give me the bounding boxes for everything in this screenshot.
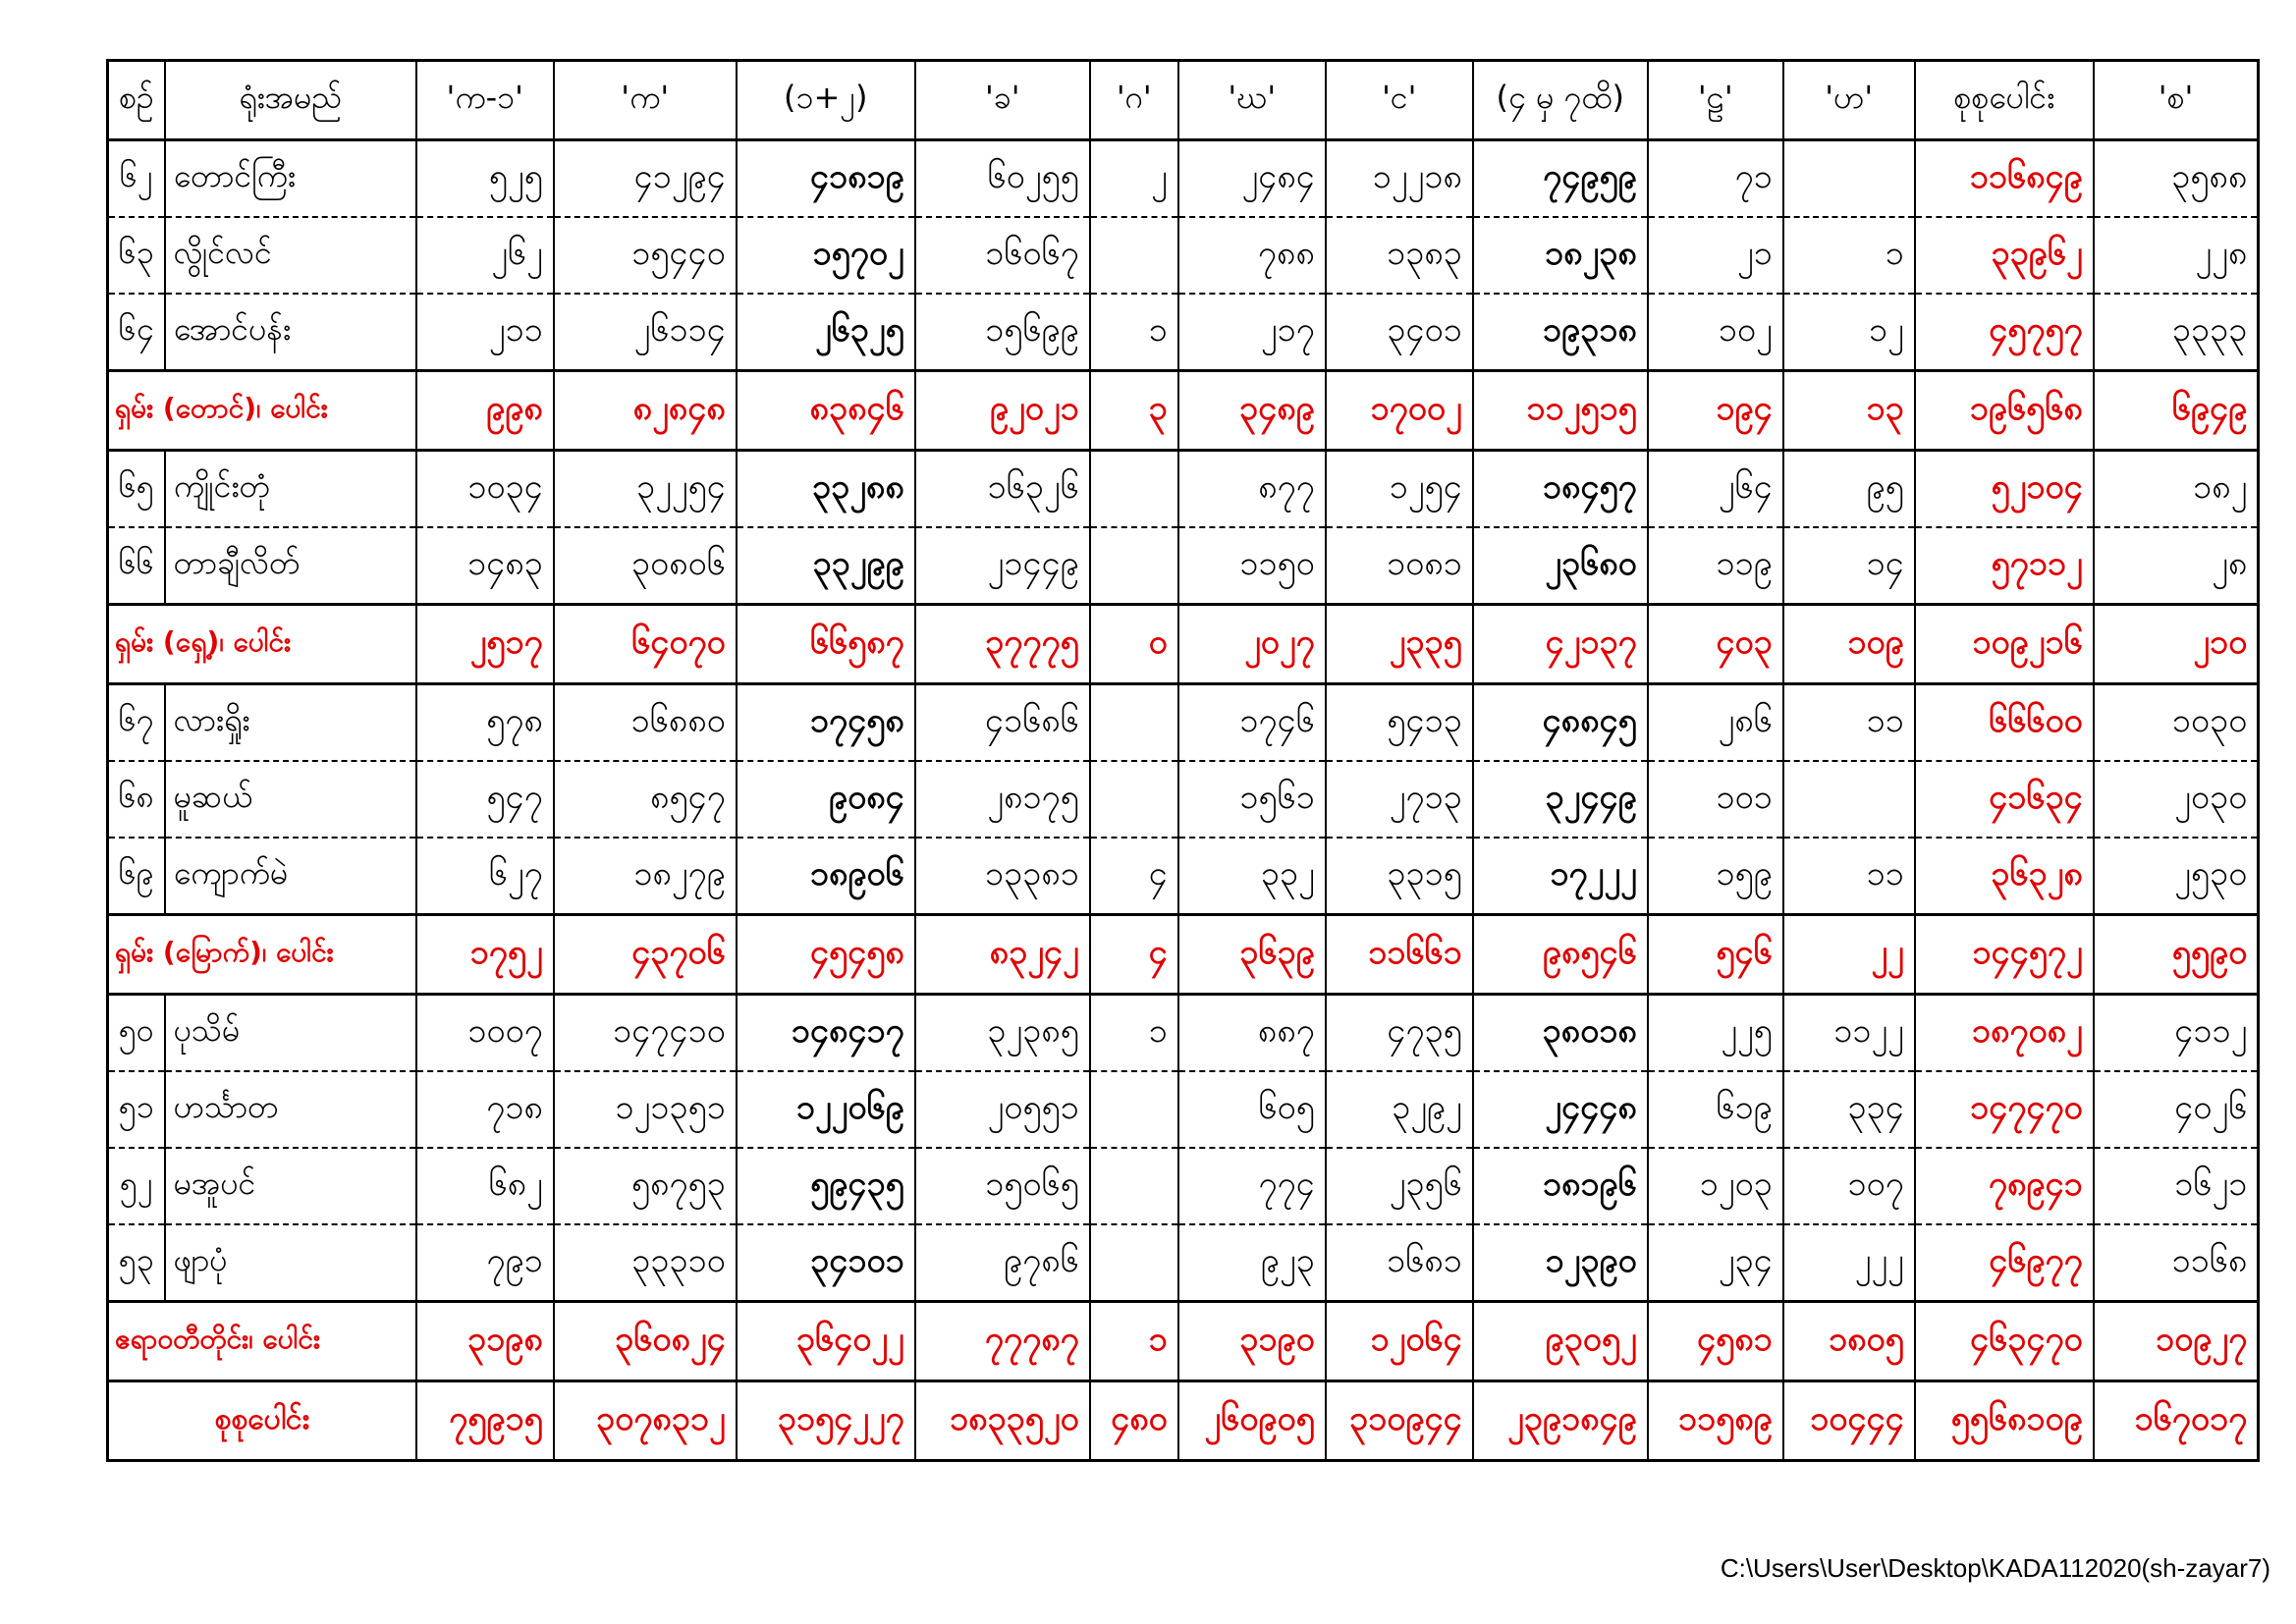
value-cell: ၁၀၃၀: [2094, 684, 2259, 762]
value-cell: ၅၄၇: [416, 761, 554, 838]
value-cell: ၃၄၁၀၁: [737, 1224, 915, 1302]
header-col-ha: 'ဟ': [1783, 61, 1915, 140]
office-name: တောင်ကြီး: [165, 140, 416, 218]
subtotal-value: ၄: [1090, 915, 1178, 995]
subtotal-value: ၄၀၃: [1648, 605, 1783, 684]
subtotal-value: ၄၅၄၅၈: [737, 915, 915, 995]
subtotal-value: ၁၇၀၀၂: [1326, 371, 1473, 451]
subtotal-value: ၄၆၃၄၇၀: [1915, 1302, 2094, 1381]
value-cell: ၄၁၁၂: [2094, 995, 2259, 1072]
subtotal-row: [108, 915, 2259, 995]
header-col-kha: 'ခ': [915, 61, 1090, 140]
value-cell: ၁၂၅၄: [1326, 451, 1473, 528]
value-cell: ၁၂၃၉၀: [1473, 1224, 1648, 1302]
value-cell: [1090, 1224, 1178, 1302]
value-cell: ၄၁၆၃၄: [1915, 761, 2094, 838]
grand-total-value: ၇၅၉၁၅: [416, 1381, 554, 1461]
row-number: ၅၁: [108, 1071, 165, 1148]
value-cell: ၂၄၄၄၈: [1473, 1071, 1648, 1148]
office-name: ကျိုင်းတုံ: [165, 451, 416, 528]
value-cell: ၁၈၇၀၈၂: [1915, 995, 2094, 1072]
subtotal-value: ၂၁၀: [2094, 605, 2259, 684]
value-cell: ၄၈၈၄၅: [1473, 684, 1648, 762]
value-cell: [1783, 761, 1915, 838]
value-cell: ၂၇၁၃: [1326, 761, 1473, 838]
value-cell: ၁၇၄၆: [1178, 684, 1326, 762]
subtotal-value: ၈၂၈၄၈: [554, 371, 737, 451]
value-cell: ၉၇၈၆: [915, 1224, 1090, 1302]
row-number: ၅၀: [108, 995, 165, 1072]
value-cell: ၃၃၃၃: [2094, 294, 2259, 371]
value-cell: ၃၂၄၄၉: [1473, 761, 1648, 838]
value-cell: ၁၁၆၈၄၉: [1915, 140, 2094, 218]
value-cell: ၇၁၈: [416, 1071, 554, 1148]
value-cell: ၁၅၀၆၅: [915, 1148, 1090, 1224]
grand-total-value: ၁၁၅၈၉: [1648, 1381, 1783, 1461]
value-cell: ၃၃၉၆၂: [1915, 217, 2094, 294]
value-cell: ၂၃၄: [1648, 1224, 1783, 1302]
value-cell: ၂၁၇: [1178, 294, 1326, 371]
value-cell: ၁၈၄၅၇: [1473, 451, 1648, 528]
office-name: အောင်ပန်း: [165, 294, 416, 371]
subtotal-value: ၃၆၀၈၂၄: [554, 1302, 737, 1381]
value-cell: ၈၈၇: [1178, 995, 1326, 1072]
value-cell: ၁၆၈၁: [1326, 1224, 1473, 1302]
value-cell: ၃၈၀၁၈: [1473, 995, 1648, 1072]
subtotal-value: ၇၇၇၈၇: [915, 1302, 1090, 1381]
value-cell: ၁၇၂၂၂: [1473, 838, 1648, 915]
value-cell: ၆၁၉: [1648, 1071, 1783, 1148]
value-cell: ၁: [1090, 294, 1178, 371]
value-cell: [1090, 684, 1178, 762]
subtotal-value: ၂၂: [1783, 915, 1915, 995]
value-cell: ၂၀၃၀: [2094, 761, 2259, 838]
subtotal-value: ၃၆၄၀၂၂: [737, 1302, 915, 1381]
value-cell: ၅၉၄၃၅: [737, 1148, 915, 1224]
value-cell: ၂၅၃၀: [2094, 838, 2259, 915]
subtotal-value: ၆၄၀၇၀: [554, 605, 737, 684]
value-cell: ၁၆၀၆၇: [915, 217, 1090, 294]
office-name: ကျောက်မဲ: [165, 838, 416, 915]
value-cell: ၁၁: [1783, 838, 1915, 915]
value-cell: ၇၇၄: [1178, 1148, 1326, 1224]
value-cell: ၃၃၄: [1783, 1071, 1915, 1148]
row-number: ၆၃: [108, 217, 165, 294]
subtotal-value: ၅၅၉၀: [2094, 915, 2259, 995]
value-cell: ၁၁၉: [1648, 527, 1783, 605]
value-cell: [1783, 140, 1915, 218]
table-row: [108, 995, 2259, 1072]
value-cell: ၁၄၇၄၇၀: [1915, 1071, 2094, 1148]
table-row: [108, 684, 2259, 762]
value-cell: ၄၅၇၅၇: [1915, 294, 2094, 371]
value-cell: ၃၃၂: [1178, 838, 1326, 915]
subtotal-value: ၃: [1090, 371, 1178, 451]
header-col-4-7: (၄ မှ ၇ထိ): [1473, 61, 1648, 140]
subtotal-row: [108, 605, 2259, 684]
value-cell: ၅၇၁၁၂: [1915, 527, 2094, 605]
value-cell: ၃၃၁၅: [1326, 838, 1473, 915]
value-cell: ၁၅၆၁: [1178, 761, 1326, 838]
value-cell: ၁၆၃၂၆: [915, 451, 1090, 528]
subtotal-value: ၁၈၀၅: [1783, 1302, 1915, 1381]
table-row: [108, 217, 2259, 294]
value-cell: [1090, 527, 1178, 605]
row-number: ၆၉: [108, 838, 165, 915]
header-row: [108, 61, 2259, 140]
value-cell: [1090, 761, 1178, 838]
header-col-ga: 'ဂ': [1090, 61, 1178, 140]
office-name: လွိုင်လင်: [165, 217, 416, 294]
summary-table: [106, 59, 2260, 1462]
value-cell: ၂၆၄: [1648, 451, 1783, 528]
row-number: ၅၃: [108, 1224, 165, 1302]
value-cell: ၁၀၁: [1648, 761, 1783, 838]
value-cell: ၂၆၃၂၅: [737, 294, 915, 371]
value-cell: ၁၅၇၀၂: [737, 217, 915, 294]
subtotal-value: ၁၀၉: [1783, 605, 1915, 684]
value-cell: ၃၂၂၅၄: [554, 451, 737, 528]
value-cell: ၃၃၂၈၈: [737, 451, 915, 528]
value-cell: ၂: [1090, 140, 1178, 218]
value-cell: ၁၄၈၄၁၇: [737, 995, 915, 1072]
subtotal-value: ၁၀၉၂၁၆: [1915, 605, 2094, 684]
value-cell: ၆၆၆၀၀: [1915, 684, 2094, 762]
subtotal-label: ရှမ်း (မြောက်)၊ ပေါင်း: [108, 915, 416, 995]
subtotal-value: ၁၄၄၅၇၂: [1915, 915, 2094, 995]
value-cell: ၁၀၃၄: [416, 451, 554, 528]
value-cell: ၂၂၅: [1648, 995, 1783, 1072]
grand-total-value: ၃၀၇၈၃၁၂: [554, 1381, 737, 1461]
value-cell: ၆၂၇: [416, 838, 554, 915]
office-name: လားရှိုး: [165, 684, 416, 762]
value-cell: ၂၄၈၄: [1178, 140, 1326, 218]
header-col-total: စုစုပေါင်း: [1915, 61, 2094, 140]
value-cell: ၁၃၈၃: [1326, 217, 1473, 294]
value-cell: ၈၇၇: [1178, 451, 1326, 528]
value-cell: ၁၄: [1783, 527, 1915, 605]
table-row: [108, 294, 2259, 371]
office-name: ဖျာပုံ: [165, 1224, 416, 1302]
value-cell: ၉၅: [1783, 451, 1915, 528]
value-cell: ၄၆၉၇၇: [1915, 1224, 2094, 1302]
value-cell: ၇၉၁: [416, 1224, 554, 1302]
header-no: စဉ်: [108, 61, 165, 140]
value-cell: ၃၅၈၈: [2094, 140, 2259, 218]
table-row: [108, 527, 2259, 605]
value-cell: [1090, 217, 1178, 294]
value-cell: ၁၀၀၇: [416, 995, 554, 1072]
table-row: [108, 838, 2259, 915]
row-number: ၅၂: [108, 1148, 165, 1224]
value-cell: ၉၀၈၄: [737, 761, 915, 838]
value-cell: ၃၄၀၁: [1326, 294, 1473, 371]
subtotal-value: ၉၂၀၂၁: [915, 371, 1090, 451]
subtotal-value: ၂၅၁၇: [416, 605, 554, 684]
value-cell: ၇၁: [1648, 140, 1783, 218]
value-cell: ၅၄၁၃: [1326, 684, 1473, 762]
value-cell: ၄၁၆၈၆: [915, 684, 1090, 762]
value-cell: ၁၅၉: [1648, 838, 1783, 915]
value-cell: ၁၆၂၁: [2094, 1148, 2259, 1224]
grand-total-value: ၃၁၀၉၄၄: [1326, 1381, 1473, 1461]
value-cell: ၁၈၁၉၆: [1473, 1148, 1648, 1224]
value-cell: ၁၈၂၃၈: [1473, 217, 1648, 294]
value-cell: [1090, 451, 1178, 528]
value-cell: ၆၈၂: [416, 1148, 554, 1224]
header-col-lla: 'ဠ': [1648, 61, 1783, 140]
table-row: [108, 451, 2259, 528]
grand-total-value: ၂၃၉၁၈၄၉: [1473, 1381, 1648, 1461]
table-row: [108, 1071, 2259, 1148]
subtotal-value: ၀: [1090, 605, 1178, 684]
value-cell: ၁: [1783, 217, 1915, 294]
header-col-ka1: 'က-၁': [416, 61, 554, 140]
value-cell: ၂၃၅၆: [1326, 1148, 1473, 1224]
value-cell: ၃၂၉၂: [1326, 1071, 1473, 1148]
file-path-footer: C:\Users\User\Desktop\KADA112020(sh-zayar7): [1720, 1553, 2270, 1583]
subtotal-value: ၆၉၄၉: [2094, 371, 2259, 451]
value-cell: ၄၇၃၅: [1326, 995, 1473, 1072]
header-col-1-2: (၁+၂): [737, 61, 915, 140]
value-cell: ၂၈၆: [1648, 684, 1783, 762]
value-cell: ၁၄၇၄၁၀: [554, 995, 737, 1072]
subtotal-value: ၄၅၈၁: [1648, 1302, 1783, 1381]
value-cell: ၁၉၃၁၈: [1473, 294, 1648, 371]
row-number: ၆၆: [108, 527, 165, 605]
value-cell: ၂၈: [2094, 527, 2259, 605]
grand-total-row: [108, 1381, 2259, 1461]
value-cell: ၅၈၇၅၃: [554, 1148, 737, 1224]
value-cell: ၂၁၄၄၉: [915, 527, 1090, 605]
subtotal-row: [108, 1302, 2259, 1381]
value-cell: ၂၈၁၇၅: [915, 761, 1090, 838]
value-cell: ၁၄၈၃: [416, 527, 554, 605]
value-cell: ၁၅၆၉၉: [915, 294, 1090, 371]
table-row: [108, 1148, 2259, 1224]
grand-total-value: ၁၆၇၀၁၇: [2094, 1381, 2259, 1461]
value-cell: ၄၁၂၉၄: [554, 140, 737, 218]
subtotal-value: ၁၇၅၂: [416, 915, 554, 995]
value-cell: ၁: [1090, 995, 1178, 1072]
row-number: ၆၅: [108, 451, 165, 528]
grand-total-value: ၅၅၆၈၁၀၉: [1915, 1381, 2094, 1461]
value-cell: ၁၂: [1783, 294, 1915, 371]
grand-total-value: ၂၆၀၉၀၅: [1178, 1381, 1326, 1461]
subtotal-value: ၄၂၁၃၇: [1473, 605, 1648, 684]
grand-total-value: ၃၁၅၄၂၂၇: [737, 1381, 915, 1461]
value-cell: ၁၅၄၄၀: [554, 217, 737, 294]
office-name: ပုသိမ်: [165, 995, 416, 1072]
row-number: ၆၄: [108, 294, 165, 371]
table-row: [108, 1224, 2259, 1302]
value-cell: ၃၃၂၉၉: [737, 527, 915, 605]
subtotal-value: ၁၁၆၆၁: [1326, 915, 1473, 995]
value-cell: ၂၂၈: [2094, 217, 2259, 294]
subtotal-value: ၃၁၉၀: [1178, 1302, 1326, 1381]
subtotal-label: ရှမ်း (တောင်)၊ ပေါင်း: [108, 371, 416, 451]
value-cell: ၂၃၆၈၀: [1473, 527, 1648, 605]
value-cell: ၁၀၂: [1648, 294, 1783, 371]
subtotal-row: [108, 371, 2259, 451]
value-cell: ၁၇၄၅၈: [737, 684, 915, 762]
grand-total-value: ၁၀၄၄၄: [1783, 1381, 1915, 1461]
value-cell: ၁၀၇: [1783, 1148, 1915, 1224]
subtotal-value: ၁၀၉၂၇: [2094, 1302, 2259, 1381]
header-col-gha: 'ဃ': [1178, 61, 1326, 140]
value-cell: ၃၀၈၀၆: [554, 527, 737, 605]
subtotal-value: ၃၁၉၈: [416, 1302, 554, 1381]
value-cell: ၃၆၃၂၈: [1915, 838, 2094, 915]
subtotal-value: ၂၀၂၇: [1178, 605, 1326, 684]
header-office-name: ရုံးအမည်: [165, 61, 416, 140]
value-cell: ၈၅၄၇: [554, 761, 737, 838]
value-cell: ၁၈၉၀၆: [737, 838, 915, 915]
grand-total-label: စုစုပေါင်း: [108, 1381, 416, 1461]
subtotal-value: ၉၈၅၄၆: [1473, 915, 1648, 995]
value-cell: ၂၆၂: [416, 217, 554, 294]
table-row: [108, 140, 2259, 218]
value-cell: ၂၀၅၅၁: [915, 1071, 1090, 1148]
value-cell: ၁၃၃၈၁: [915, 838, 1090, 915]
value-cell: ၁၁: [1783, 684, 1915, 762]
value-cell: ၆၀၂၅၅: [915, 140, 1090, 218]
value-cell: ၁၈၂၇၉: [554, 838, 737, 915]
subtotal-value: ၁၃: [1783, 371, 1915, 451]
subtotal-value: ၁: [1090, 1302, 1178, 1381]
subtotal-value: ၁၉၆၅၆၈: [1915, 371, 2094, 451]
header-col-nga: 'င': [1326, 61, 1473, 140]
subtotal-value: ၃၇၇၇၅: [915, 605, 1090, 684]
subtotal-value: ၃၆၃၉: [1178, 915, 1326, 995]
value-cell: ၄: [1090, 838, 1178, 915]
office-name: ဟင်္သာတ: [165, 1071, 416, 1148]
value-cell: ၁၈၂: [2094, 451, 2259, 528]
subtotal-value: ၈၃၂၄၂: [915, 915, 1090, 995]
value-cell: ၄၁၈၁၉: [737, 140, 915, 218]
value-cell: ၉၂၃: [1178, 1224, 1326, 1302]
subtotal-value: ၈၃၈၄၆: [737, 371, 915, 451]
value-cell: ၁၂၂၀၆၉: [737, 1071, 915, 1148]
table-row: [108, 761, 2259, 838]
subtotal-value: ၉၉၈: [416, 371, 554, 451]
grand-total-value: ၁၈၃၃၅၂၀: [915, 1381, 1090, 1461]
subtotal-value: ၂၃၃၅: [1326, 605, 1473, 684]
value-cell: ၃၂၃၈၅: [915, 995, 1090, 1072]
subtotal-value: ၁၁၂၅၁၅: [1473, 371, 1648, 451]
value-cell: ၃၃၃၁၀: [554, 1224, 737, 1302]
value-cell: ၇၈၈: [1178, 217, 1326, 294]
value-cell: ၁၂၁၃၅၁: [554, 1071, 737, 1148]
row-number: ၆၈: [108, 761, 165, 838]
value-cell: ၁၁၆၈: [2094, 1224, 2259, 1302]
value-cell: ၁၂၂၁၈: [1326, 140, 1473, 218]
value-cell: ၂၁၁: [416, 294, 554, 371]
value-cell: ၁၆၈၈၀: [554, 684, 737, 762]
value-cell: ၁၂၀၃: [1648, 1148, 1783, 1224]
subtotal-value: ၃၄၈၉: [1178, 371, 1326, 451]
row-number: ၆၇: [108, 684, 165, 762]
value-cell: ၇၄၉၅၉: [1473, 140, 1648, 218]
value-cell: ၆၀၅: [1178, 1071, 1326, 1148]
subtotal-value: ၅၄၆: [1648, 915, 1783, 995]
subtotal-value: ၉၃၀၅၂: [1473, 1302, 1648, 1381]
row-number: ၆၂: [108, 140, 165, 218]
value-cell: ၅၂၁၀၄: [1915, 451, 2094, 528]
value-cell: ၂၁: [1648, 217, 1783, 294]
office-name: မူဆယ်: [165, 761, 416, 838]
value-cell: ၅၂၅: [416, 140, 554, 218]
value-cell: ၂၂၂: [1783, 1224, 1915, 1302]
value-cell: ၂၆၁၁၄: [554, 294, 737, 371]
value-cell: [1090, 1148, 1178, 1224]
subtotal-value: ၁၉၄: [1648, 371, 1783, 451]
value-cell: [1090, 1071, 1178, 1148]
grand-total-value: ၄၈၀: [1090, 1381, 1178, 1461]
value-cell: ၅၇၈: [416, 684, 554, 762]
office-name: မအူပင်: [165, 1148, 416, 1224]
office-name: တာချီလိတ်: [165, 527, 416, 605]
subtotal-value: ၁၂၀၆၄: [1326, 1302, 1473, 1381]
subtotal-value: ၆၆၅၈၇: [737, 605, 915, 684]
subtotal-label: ဧရာဝတီတိုင်း၊ ပေါင်း: [108, 1302, 416, 1381]
value-cell: ၄၀၂၆: [2094, 1071, 2259, 1148]
subtotal-label: ရှမ်း (ရှေ့)၊ ပေါင်း: [108, 605, 416, 684]
header-col-ka: 'က': [554, 61, 737, 140]
subtotal-value: ၄၃၇၀၆: [554, 915, 737, 995]
value-cell: ၁၁၂၂: [1783, 995, 1915, 1072]
value-cell: ၇၈၉၄၁: [1915, 1148, 2094, 1224]
header-col-sa: 'စ': [2094, 61, 2259, 140]
value-cell: ၁၀၈၁: [1326, 527, 1473, 605]
value-cell: ၁၁၅၀: [1178, 527, 1326, 605]
